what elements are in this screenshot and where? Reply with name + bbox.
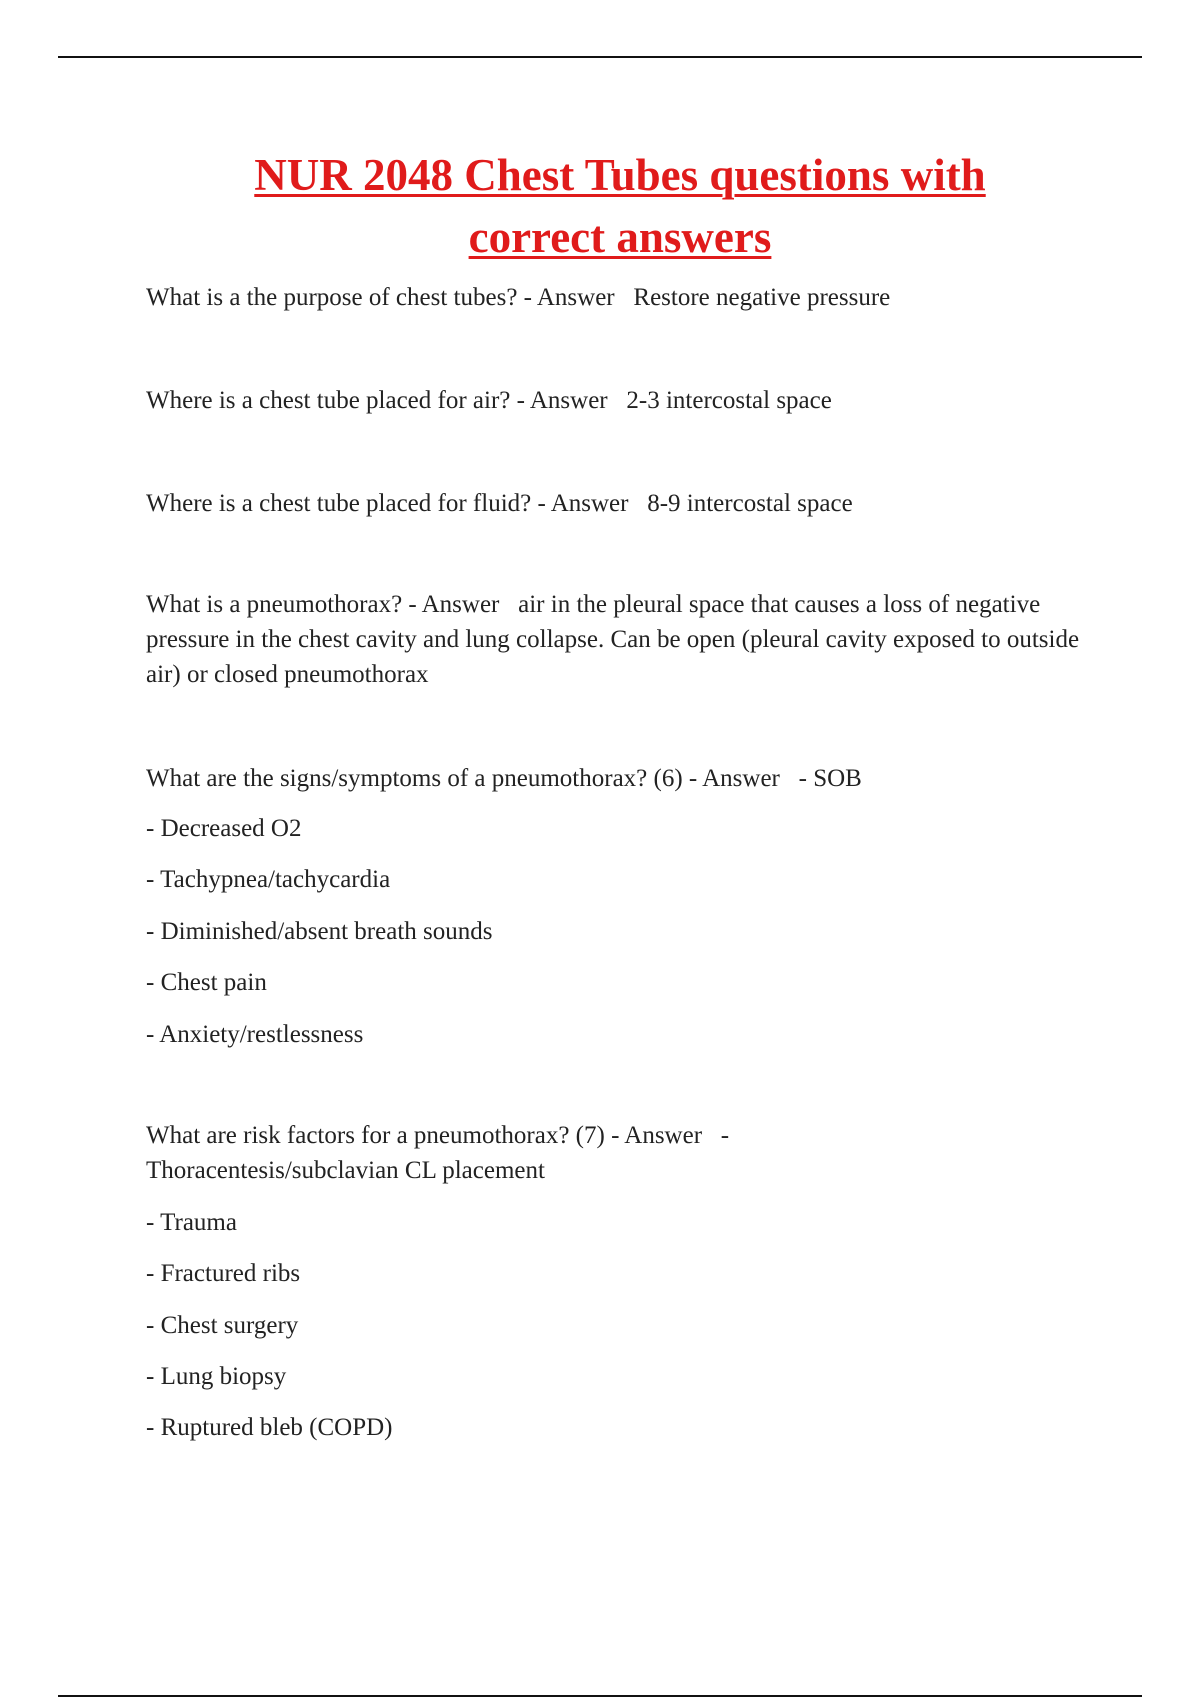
- qa-entry: [146, 587, 1096, 692]
- question-text: What is a pneumothorax?: [146, 591, 403, 618]
- answer-separator: - Answer: [510, 387, 627, 414]
- answer-text: Restore negative pressure: [633, 284, 891, 311]
- answer-text: - SOB: [798, 765, 862, 792]
- qa-entry: [146, 280, 1096, 315]
- qa-entry: [146, 486, 1096, 521]
- page-title: [140, 144, 1100, 268]
- list-item: - Trauma: [146, 1209, 237, 1236]
- list-item: - Chest surgery: [146, 1312, 299, 1339]
- answer-text: 2-3 intercostal space: [626, 387, 832, 414]
- list-item: - Decreased O2: [146, 815, 302, 842]
- question-text: What are the signs/symptoms of a pneumothorax? (6): [146, 765, 683, 792]
- bottom-rule: [58, 1695, 1142, 1697]
- qa-entry: [146, 383, 1096, 418]
- answer-separator: - Answer: [402, 591, 519, 618]
- list-item: - Tachypnea/tachycardia: [146, 866, 391, 893]
- list-item: - Diminished/absent breath sounds: [146, 918, 493, 945]
- qa-entry: [146, 1118, 826, 1188]
- answer-separator: - Answer: [531, 490, 648, 517]
- answer-text: 8-9 intercostal space: [647, 490, 853, 517]
- title-line-2: correct answers: [468, 212, 772, 262]
- question-text: What is a the purpose of chest tubes?: [146, 284, 518, 311]
- answer-separator: - Answer: [604, 1122, 721, 1149]
- answer-separator: - Answer: [682, 765, 799, 792]
- question-text: What are risk factors for a pneumothorax? (7): [146, 1122, 605, 1149]
- question-text: Where is a chest tube placed for air?: [146, 387, 511, 414]
- title-line-1: NUR 2048 Chest Tubes questions with: [254, 150, 986, 200]
- top-rule: [58, 56, 1142, 58]
- question-text: Where is a chest tube placed for fluid?: [146, 490, 532, 517]
- answer-separator: - Answer: [517, 284, 634, 311]
- list-item: - Lung biopsy: [146, 1363, 287, 1390]
- list-item: - Anxiety/restlessness: [146, 1021, 364, 1048]
- list-item: - Fractured ribs: [146, 1260, 301, 1287]
- answer-text: - Thoracentesis/subclavian CL placement: [146, 1122, 730, 1184]
- list-item: - Chest pain: [146, 969, 267, 996]
- list-item: - Ruptured bleb (COPD): [146, 1414, 393, 1441]
- qa-entry: [146, 761, 1096, 796]
- answer-text: air in the pleural space that causes a loss of negative pressure in the chest cavity and lung collapse. Can be open (pleural cavity exposed to outside air) or closed pneumothorax: [146, 591, 1080, 688]
